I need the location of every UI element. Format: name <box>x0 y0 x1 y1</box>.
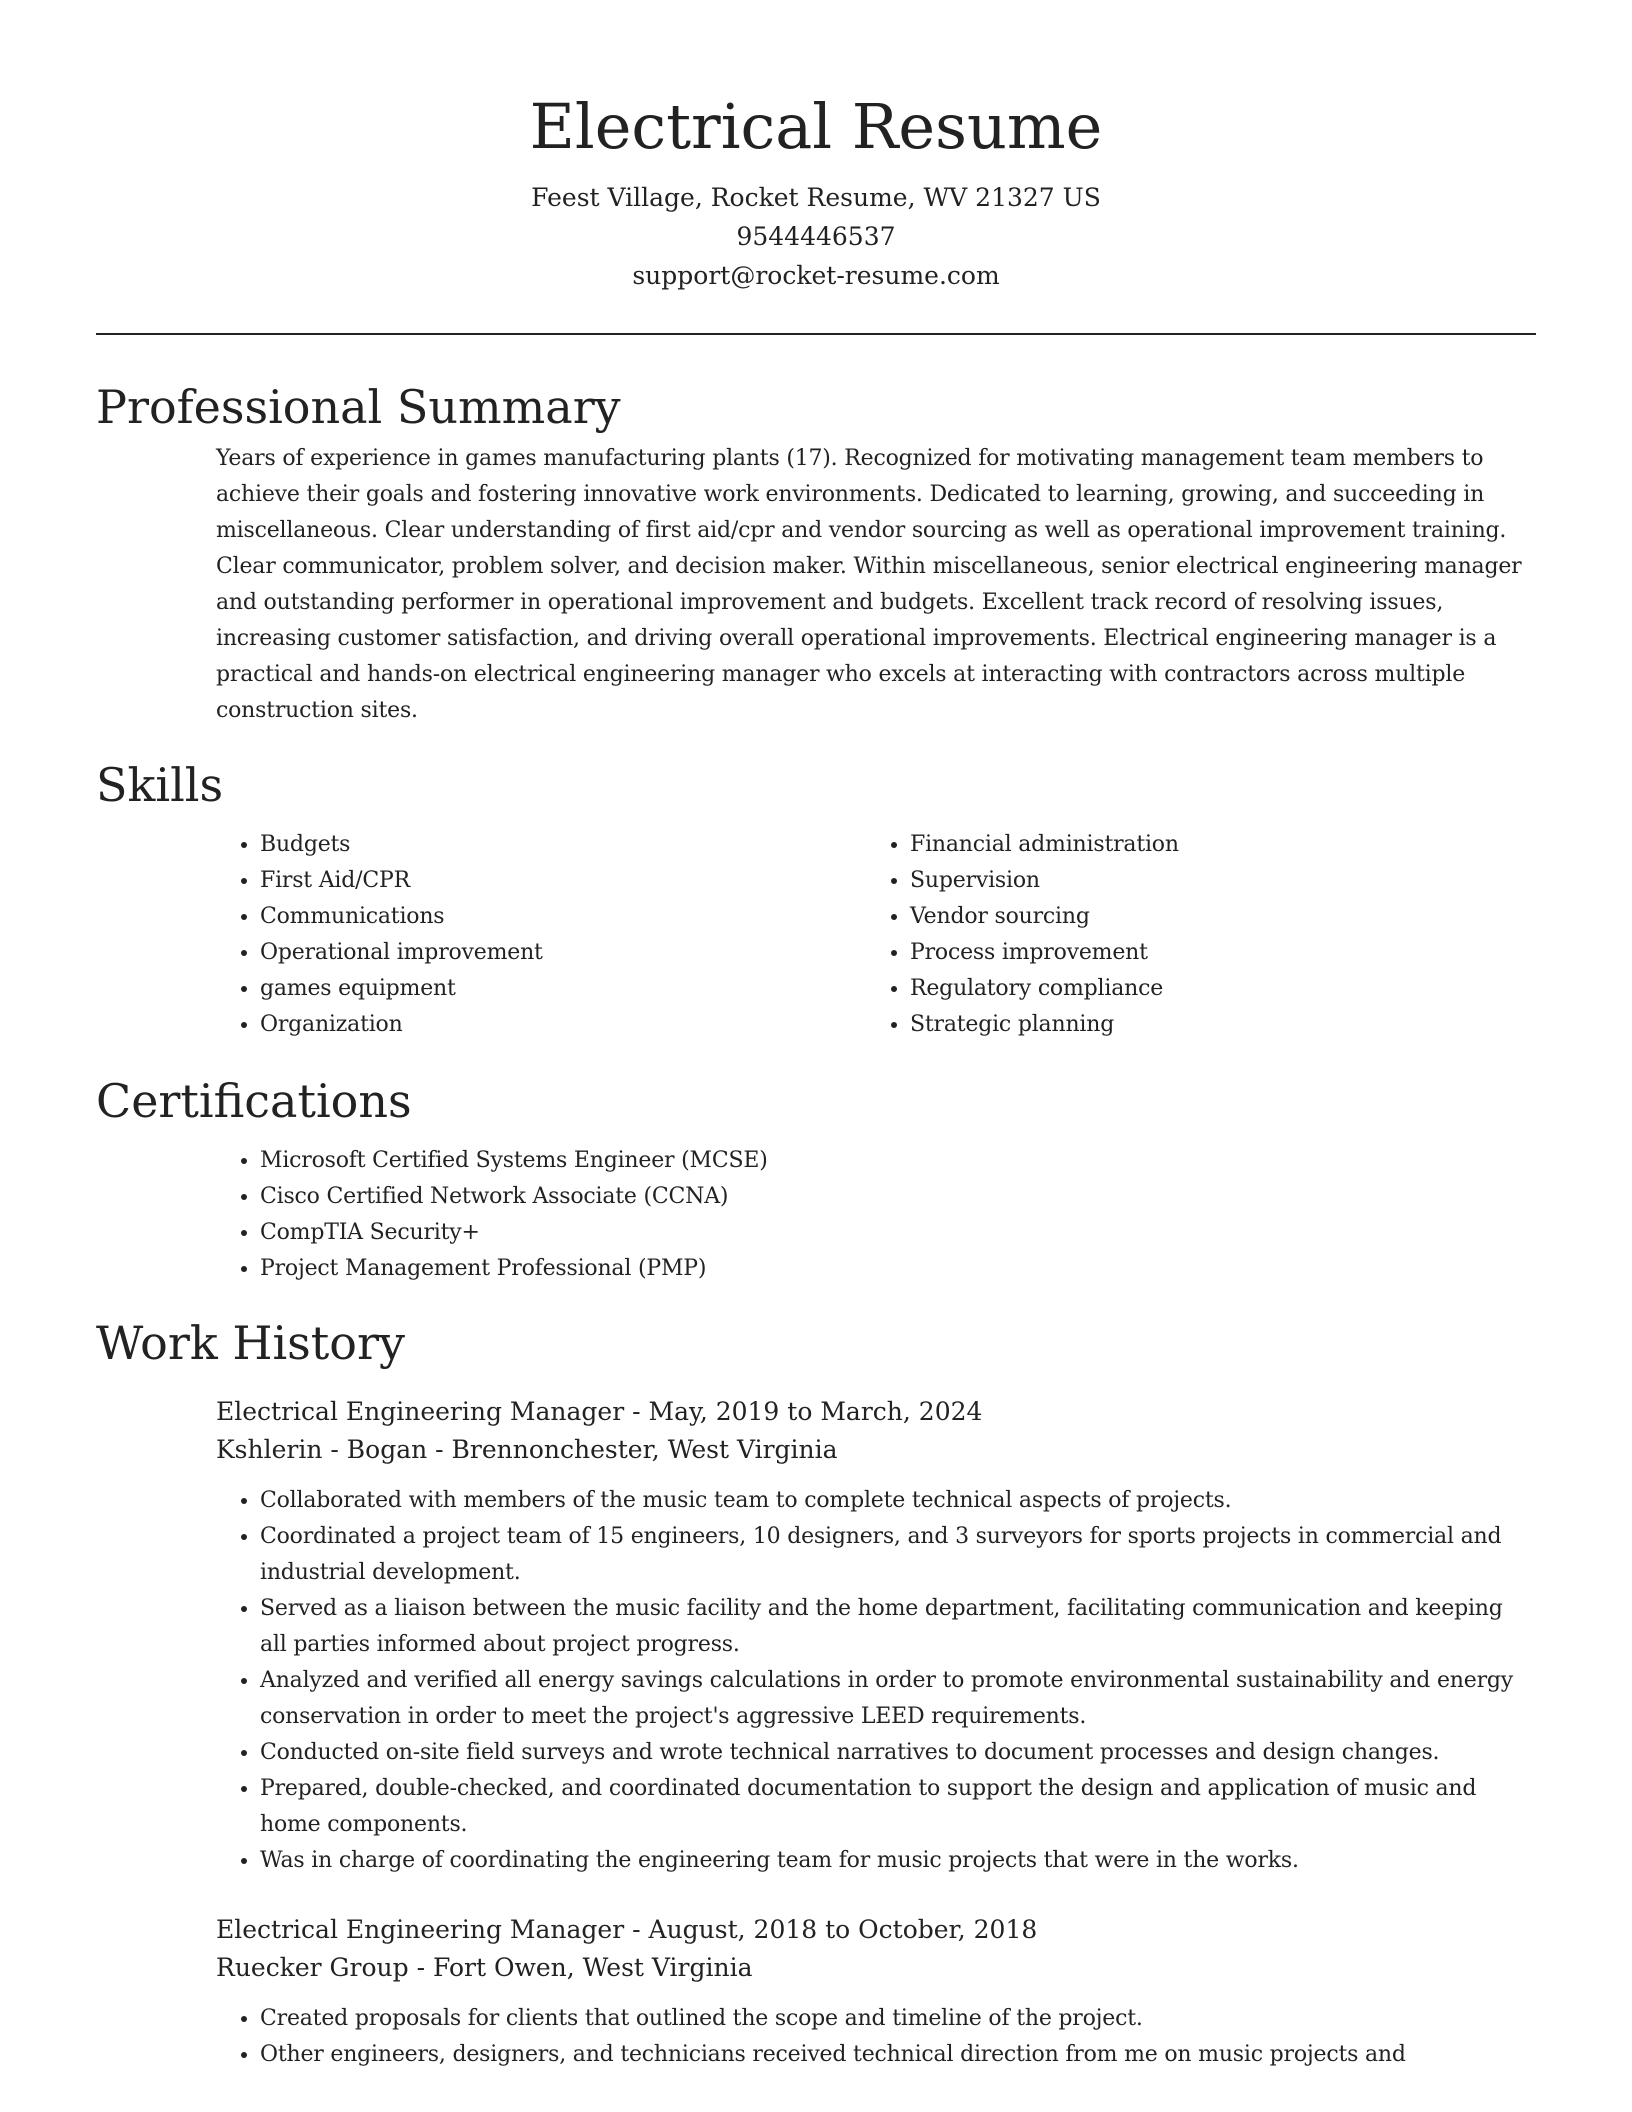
skill-item: • Operational improvement <box>260 935 866 971</box>
contact-address: Feest Village, Rocket Resume, WV 21327 US <box>531 183 1101 212</box>
resume-page <box>96 0 1536 2073</box>
job-bullet: • Created proposals for clients that outlined the scope and timeline of the project. <box>260 2001 1536 2037</box>
professional-summary-section <box>96 377 1536 729</box>
skill-item: • Organization <box>260 1007 866 1043</box>
job-entry <box>216 1911 1536 2073</box>
professional-summary-body <box>216 441 1536 729</box>
header-divider <box>96 333 1536 335</box>
job-entry <box>216 1393 1536 1879</box>
certifications-section <box>96 1071 1536 1287</box>
certification-item: • Cisco Certified Network Associate (CCNA) <box>260 1179 1536 1215</box>
skill-item: • Budgets <box>260 827 866 863</box>
job-bullet: • Served as a liaison between the music facility and the home department, facilitating communication and keeping all parties informed about project progress. <box>260 1591 1536 1663</box>
skill-item: • Supervision <box>910 863 1516 899</box>
skill-item: • games equipment <box>260 971 866 1007</box>
contact-phone: 9544446537 <box>736 222 896 251</box>
certifications-body <box>216 1143 1536 1287</box>
job-bullet: • Analyzed and verified all energy savings calculations in order to promote environmental sustainability and energy conservation in order to meet the project's aggressive LEED requirements. <box>260 1663 1536 1735</box>
skill-item: • Vendor sourcing <box>910 899 1516 935</box>
skill-item: • Strategic planning <box>910 1007 1516 1043</box>
job-bullets <box>216 1483 1536 1879</box>
job-bullet: • Was in charge of coordinating the engineering team for music projects that were in the works. <box>260 1843 1536 1879</box>
contact-info <box>96 178 1536 295</box>
job-company-location: Ruecker Group - Fort Owen, West Virginia <box>216 1953 753 1982</box>
skill-item: • Process improvement <box>910 935 1516 971</box>
skill-item: • First Aid/CPR <box>260 863 866 899</box>
professional-summary-heading: Professional Summary <box>96 380 621 434</box>
skills-grid <box>216 827 1536 1043</box>
job-title-dates: Electrical Engineering Manager - May, 2019 to March, 2024 <box>216 1397 983 1426</box>
professional-summary-text: Years of experience in games manufacturing plants (17). Recognized for motivating management team members to achieve their goals and fostering innovative work environments. Dedicated to learning, growing, and succeeding in miscellaneous. Clear understanding of first aid/cpr and vendor sourcing as well as operational improvement training. Clear communicator, problem solver, and decision maker. Within miscellaneous, senior electrical engineering manager and outstanding performer in operational improvement and budgets. Excellent track record of resolving issues, increasing customer satisfaction, and driving overall operational improvements. Electrical engineering manager is a practical and hands-on electrical engineering manager who excels at interacting with contractors across multiple construction sites. <box>216 446 1522 723</box>
job-bullet: • Conducted on-site field surveys and wrote technical narratives to document processes and design changes. <box>260 1735 1536 1771</box>
contact-email: support@rocket-resume.com <box>632 261 1000 290</box>
skills-list-left <box>216 827 866 1043</box>
skills-section <box>96 755 1536 1043</box>
job-bullet: • Prepared, double-checked, and coordinated documentation to support the design and application of music and home components. <box>260 1771 1536 1843</box>
certifications-list <box>216 1143 1536 1287</box>
work-history-section <box>96 1313 1536 2073</box>
certification-item: • CompTIA Security+ <box>260 1215 1536 1251</box>
certification-item: • Microsoft Certified Systems Engineer (MCSE) <box>260 1143 1536 1179</box>
work-history-body <box>216 1393 1536 2073</box>
certifications-heading: Certifications <box>96 1074 412 1128</box>
resume-header <box>96 0 1536 295</box>
skills-heading: Skills <box>96 758 224 812</box>
job-bullet: • Coordinated a project team of 15 engineers, 10 designers, and 3 surveyors for sports projects in commercial and industrial development. <box>260 1519 1536 1591</box>
job-bullet: • Other engineers, designers, and technicians received technical direction from me on music projects and <box>260 2037 1536 2073</box>
certification-item: • Project Management Professional (PMP) <box>260 1251 1536 1287</box>
resume-name: Electrical Resume <box>529 90 1103 163</box>
skills-list-right <box>866 827 1516 1043</box>
job-bullets <box>216 2001 1536 2073</box>
job-bullet: • Collaborated with members of the music team to complete technical aspects of projects. <box>260 1483 1536 1519</box>
skill-item: • Communications <box>260 899 866 935</box>
job-company-location: Kshlerin - Bogan - Brennonchester, West Virginia <box>216 1435 838 1464</box>
work-history-heading: Work History <box>96 1316 405 1370</box>
skill-item: • Regulatory compliance <box>910 971 1516 1007</box>
skill-item: • Financial administration <box>910 827 1516 863</box>
job-title-dates: Electrical Engineering Manager - August, 2018 to October, 2018 <box>216 1915 1038 1944</box>
